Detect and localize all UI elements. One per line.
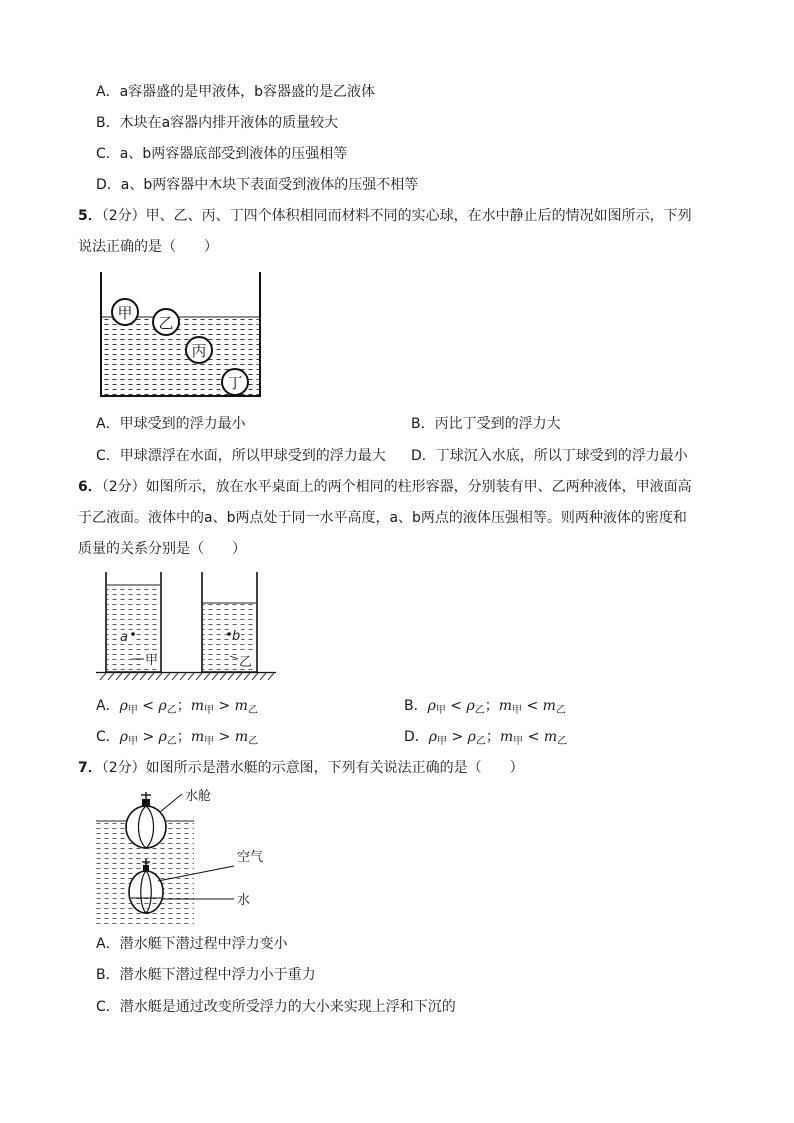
subscript-jia: 甲 [435, 705, 446, 716]
subscript-jia: 甲 [127, 705, 138, 716]
q6-stem-line2: 于乙液面。液体中的a、b两点处于同一水平高度，a、b两点的液体压强相等。则两种液体的密度和 [78, 510, 687, 526]
q7-stem-text: 如图所示是潜水艇的示意图，下列有关说法正确的是（ ） [145, 760, 524, 776]
rho-symbol: ρ [428, 729, 438, 745]
q4-option-d: D．a、b两容器中木块下表面受到液体的压强不相等 [96, 177, 419, 193]
tank-label: 水舱 [185, 789, 212, 804]
q4-option-b: B．木块在a容器内排开液体的质量较大 [96, 115, 339, 131]
separator: ； [176, 729, 191, 745]
q6-figure-two-containers [96, 572, 280, 684]
air-label: 空气 [237, 850, 264, 865]
q5-stem-line2: 说法正确的是（ ） [78, 239, 218, 255]
q5-option-a: A．甲球受到的浮力最小 [96, 416, 246, 432]
mass-symbol: m [498, 698, 512, 714]
relation-symbol: > [213, 698, 235, 714]
rho-symbol: ρ [427, 698, 436, 714]
rho-symbol: ρ [466, 698, 475, 714]
q5-stem-text: 甲、乙、丙、丁四个体积相同而材料不同的实心球，在水中静止后的情况如图所示，下列 [145, 208, 692, 224]
q6-option-b-label: B． [404, 698, 428, 714]
subscript-yi: 乙 [166, 736, 177, 747]
rho-symbol: ρ [119, 729, 129, 745]
subscript-jia: 甲 [204, 736, 215, 747]
subscript-jia: 甲 [437, 736, 448, 747]
q7-score: （2分） [101, 760, 146, 776]
subscript-jia: 甲 [513, 736, 524, 747]
q6-option-b [404, 697, 566, 717]
mass-symbol: m [543, 729, 558, 745]
mass-symbol: m [190, 698, 204, 714]
separator: ； [485, 729, 500, 745]
subscript-jia: 甲 [203, 705, 214, 716]
q6-stem-text: 如图所示，放在水平桌面上的两个相同的柱形容器，分别装有甲、乙两种液体，甲液面高 [145, 479, 692, 495]
q7-figure-submarine [96, 786, 286, 928]
q7-option-c: C．潜水艇是通过改变所受浮力的大小来实现上浮和下沉的 [96, 999, 456, 1015]
relation-symbol: > [138, 729, 159, 745]
rho-symbol: ρ [467, 729, 476, 745]
subscript-yi: 乙 [555, 705, 566, 716]
q7-option-b: B．潜水艇下潜过程中浮力小于重力 [96, 967, 316, 983]
q5-option-d: D．丁球沉入水底，所以丁球受到的浮力最小 [411, 448, 688, 464]
mass-symbol: m [190, 729, 205, 745]
liquid-yi-label: 乙 [239, 655, 253, 670]
q6-stem-line3: 质量的关系分别是（ ） [78, 541, 246, 557]
subscript-yi: 乙 [475, 736, 486, 747]
subscript-yi: 乙 [557, 736, 568, 747]
q4-option-a: A．a容器盛的是甲液体，b容器盛的是乙液体 [96, 84, 376, 100]
relation-symbol: > [214, 729, 235, 745]
q6-option-a [96, 697, 258, 717]
relation-symbol: < [445, 698, 467, 714]
q6-option-a-label: A． [96, 698, 120, 714]
mass-symbol: m [234, 729, 249, 745]
relation-symbol: < [523, 729, 544, 745]
rho-symbol: ρ [119, 698, 128, 714]
subscript-jia: 甲 [128, 736, 139, 747]
q5-option-b: B．丙比丁受到的浮力大 [411, 416, 561, 432]
ball-bing-label: 丙 [191, 342, 207, 360]
ball-ding-label: 丁 [227, 374, 243, 392]
water-label: 水 [237, 893, 251, 908]
q7-option-a: A．潜水艇下潜过程中浮力变小 [96, 936, 288, 952]
q7-number: 7． [78, 760, 102, 776]
q6-stem-line1 [78, 478, 692, 496]
mass-symbol: m [234, 698, 248, 714]
relation-symbol: < [522, 698, 543, 714]
q5-stem-line1 [78, 207, 692, 225]
mass-symbol: m [499, 729, 514, 745]
q6-score: （2分） [101, 479, 146, 495]
point-a-label: a [120, 630, 128, 645]
separator: ； [484, 698, 499, 714]
q5-figure-balls-in-water [96, 272, 266, 402]
subscript-jia: 甲 [512, 705, 522, 716]
subscript-yi: 乙 [248, 736, 259, 747]
q5-option-c: C．甲球漂浮在水面，所以甲球受到的浮力最大 [96, 448, 386, 464]
q6-option-c [96, 728, 258, 748]
q7-stem [78, 759, 524, 777]
q5-score: （2分） [101, 208, 146, 224]
rho-symbol: ρ [158, 698, 167, 714]
point-b-label: b [232, 629, 241, 644]
subscript-yi: 乙 [474, 705, 485, 716]
relation-symbol: < [137, 698, 159, 714]
separator: ； [176, 698, 191, 714]
q6-option-c-label: C． [96, 729, 120, 745]
subscript-yi: 乙 [166, 705, 177, 716]
rho-symbol: ρ [158, 729, 167, 745]
ball-jia-label: 甲 [117, 304, 133, 322]
q4-option-c: C．a、b两容器底部受到液体的压强相等 [96, 146, 348, 162]
q6-option-d-label: D． [404, 729, 429, 745]
liquid-jia-label: 甲 [145, 653, 159, 668]
ball-yi-label: 乙 [158, 314, 174, 332]
relation-symbol: > [447, 729, 468, 745]
subscript-yi: 乙 [247, 705, 258, 716]
q6-option-d [404, 728, 567, 748]
q6-number: 6． [78, 479, 102, 495]
q5-number: 5． [78, 208, 102, 224]
mass-symbol: m [542, 698, 556, 714]
